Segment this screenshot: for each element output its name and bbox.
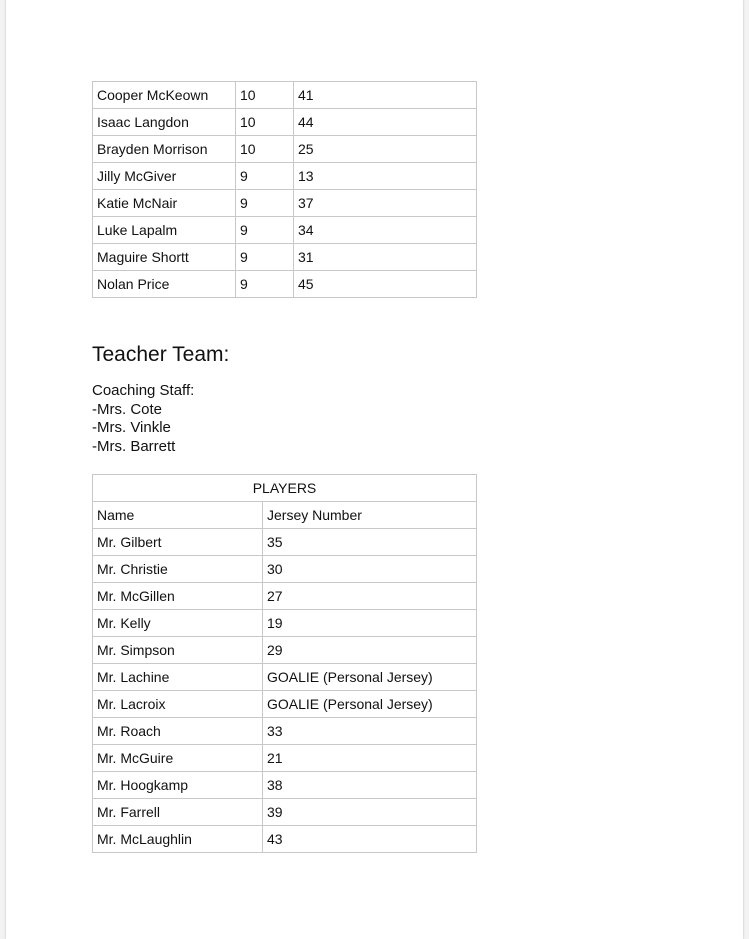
jersey-number: 27 (263, 583, 477, 610)
table-row (93, 610, 477, 637)
table-row (93, 556, 477, 583)
table-row (93, 217, 477, 244)
teacher-players-table (92, 474, 477, 853)
teacher-name: Mr. Christie (93, 556, 263, 583)
table-row (93, 718, 477, 745)
table-row (93, 109, 477, 136)
teacher-name: Mr. McGillen (93, 583, 263, 610)
player-number: 45 (294, 271, 477, 298)
player-name: Jilly McGiver (93, 163, 236, 190)
table-row (93, 163, 477, 190)
jersey-number: 38 (263, 772, 477, 799)
coach-name: -Mrs. Barrett (92, 437, 176, 455)
teacher-name: Mr. Lachine (93, 664, 263, 691)
player-name: Cooper McKeown (93, 82, 236, 109)
coaching-staff-label: Coaching Staff: (92, 382, 195, 399)
jersey-column-header: Jersey Number (263, 502, 477, 529)
table-row (93, 190, 477, 217)
players-header-row (93, 502, 477, 529)
teacher-name: Mr. Kelly (93, 610, 263, 637)
player-grade: 10 (236, 136, 294, 163)
table-row (93, 271, 477, 298)
player-number: 41 (294, 82, 477, 109)
teacher-name: Mr. McLaughlin (93, 826, 263, 853)
table-row (93, 82, 477, 109)
teacher-name: Mr. Roach (93, 718, 263, 745)
teacher-team-heading: Teacher Team: (92, 343, 230, 366)
teacher-name: Mr. Farrell (93, 799, 263, 826)
table-row (93, 772, 477, 799)
player-name: Maguire Shortt (93, 244, 236, 271)
table-row (93, 826, 477, 853)
table-row (93, 136, 477, 163)
players-title: PLAYERS (93, 475, 477, 502)
player-number: 13 (294, 163, 477, 190)
player-name: Isaac Langdon (93, 109, 236, 136)
jersey-number: 30 (263, 556, 477, 583)
teacher-name: Mr. Gilbert (93, 529, 263, 556)
table-row (93, 529, 477, 556)
jersey-number: GOALIE (Personal Jersey) (263, 691, 477, 718)
student-roster-table (92, 81, 477, 298)
player-number: 34 (294, 217, 477, 244)
jersey-number: 35 (263, 529, 477, 556)
player-grade: 9 (236, 217, 294, 244)
jersey-number: 39 (263, 799, 477, 826)
teacher-name: Mr. Lacroix (93, 691, 263, 718)
player-number: 31 (294, 244, 477, 271)
table-row (93, 637, 477, 664)
teacher-name: Mr. McGuire (93, 745, 263, 772)
player-grade: 9 (236, 190, 294, 217)
player-grade: 9 (236, 163, 294, 190)
player-grade: 10 (236, 82, 294, 109)
players-title-row (93, 475, 477, 502)
player-name: Katie McNair (93, 190, 236, 217)
table-row (93, 244, 477, 271)
player-name: Luke Lapalm (93, 217, 236, 244)
teacher-name: Mr. Hoogkamp (93, 772, 263, 799)
table-row (93, 583, 477, 610)
jersey-number: GOALIE (Personal Jersey) (263, 664, 477, 691)
jersey-number: 29 (263, 637, 477, 664)
teacher-name: Mr. Simpson (93, 637, 263, 664)
table-row (93, 745, 477, 772)
player-number: 25 (294, 136, 477, 163)
jersey-number: 43 (263, 826, 477, 853)
player-number: 37 (294, 190, 477, 217)
player-grade: 9 (236, 244, 294, 271)
player-grade: 10 (236, 109, 294, 136)
name-column-header: Name (93, 502, 263, 529)
jersey-number: 21 (263, 745, 477, 772)
table-row (93, 664, 477, 691)
table-row (93, 799, 477, 826)
player-name: Nolan Price (93, 271, 236, 298)
document-page (6, 0, 743, 939)
jersey-number: 19 (263, 610, 477, 637)
player-number: 44 (294, 109, 477, 136)
jersey-number: 33 (263, 718, 477, 745)
coach-name: -Mrs. Cote (92, 400, 163, 418)
table-row (93, 691, 477, 718)
player-name: Brayden Morrison (93, 136, 236, 163)
player-grade: 9 (236, 271, 294, 298)
coach-name: -Mrs. Vinkle (92, 419, 171, 436)
coaching-staff (92, 382, 194, 456)
